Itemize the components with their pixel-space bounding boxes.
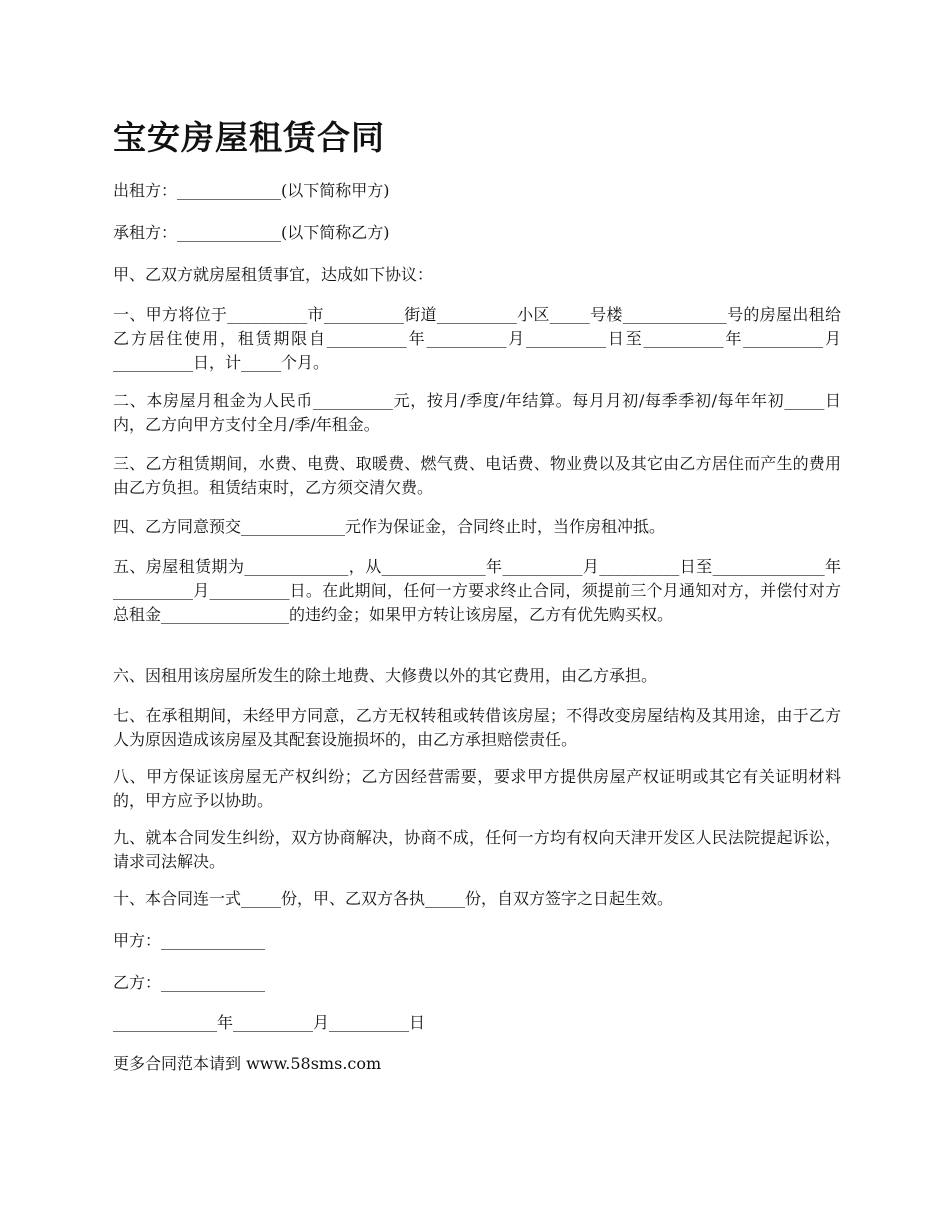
clause-4: 四、乙方同意预交_____________元作为保证金，合同终止时，当作房租冲抵。: [113, 517, 666, 536]
party-a-signature: 甲方：_____________: [113, 931, 266, 950]
page-title: 宝安房屋租赁合同: [113, 118, 385, 157]
clause-7: 七、在承租期间，未经甲方同意，乙方无权转租或转借该房屋；不得改变房屋结构及其用途，由于乙方人为原因造成该房屋及其配套设施损坏的，由乙方承担赔偿责任。: [113, 706, 841, 749]
clause-5: 五、房屋租赁期为_____________，从_____________年__________月__________日至______________年__________月__________日。在此期间，任何一方要求终止合同，须提前三个月通知对方，并偿付对方总租金________________的违约金；如果甲方转让该房屋，乙方有优先购买权。: [113, 557, 841, 624]
clause-3: 三、乙方租赁期间，水费、电费、取暖费、燃气费、电话费、物业费以及其它由乙方居住而产生的费用由乙方负担。租赁结束时，乙方须交清欠费。: [113, 454, 841, 497]
footer-link-text: 更多合同范本请到 www.58sms.com: [113, 1054, 382, 1073]
clause-1: 一、甲方将位于__________市__________街道__________小区_____号楼_____________号的房屋出租给乙方居住使用，租赁期限自__________年__________月__________日至__________年__________月__________日，计_____个月。: [113, 305, 841, 372]
party-b-signature: 乙方：_____________: [113, 973, 266, 992]
signature-date: _____________年__________月__________日: [113, 1013, 426, 1032]
intro-line: 甲、乙双方就房屋租赁事宜，达成如下协议：: [113, 265, 434, 284]
lessee-line: 承租方：_____________(以下简称乙方): [113, 223, 390, 242]
lessor-line: 出租方：_____________(以下简称甲方): [113, 181, 390, 200]
clause-9: 九、就本合同发生纠纷，双方协商解决，协商不成，任何一方均有权向天津开发区人民法院提起诉讼，请求司法解决。: [113, 828, 841, 871]
clause-10: 十、本合同连一式_____份，甲、乙双方各执_____份，自双方签字之日起生效。: [113, 889, 674, 908]
clause-2: 二、本房屋月租金为人民币__________元，按月/季度/年结算。每月月初/每季季初/每年年初_____日内，乙方向甲方支付全月/季/年租金。: [113, 391, 841, 434]
clause-8: 八、甲方保证该房屋无产权纠纷；乙方因经营需要，要求甲方提供房屋产权证明或其它有关证明材料的，甲方应予以协助。: [113, 767, 841, 810]
clause-6: 六、因租用该房屋所发生的除土地费、大修费以外的其它费用，由乙方承担。: [113, 666, 658, 685]
